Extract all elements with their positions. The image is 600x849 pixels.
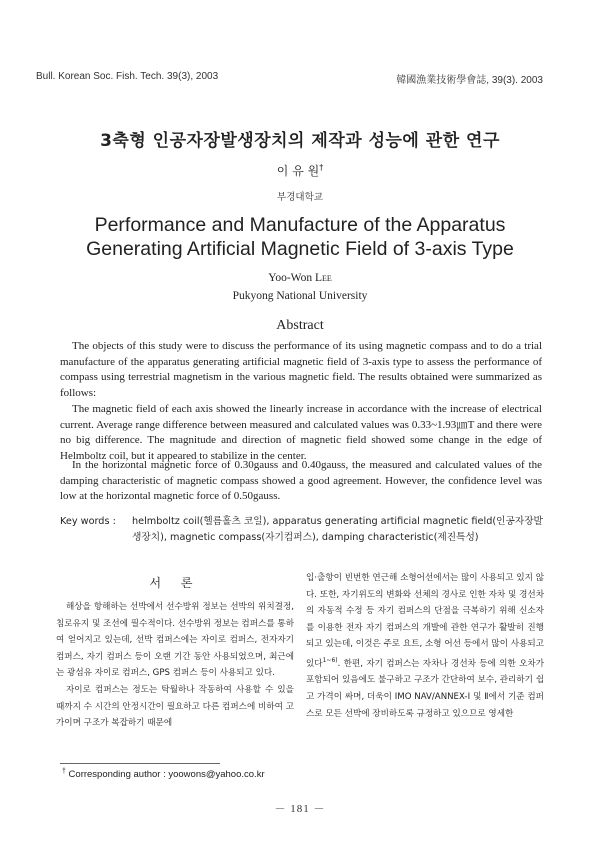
keywords-text: helmboltz coil(헬름홀츠 코일), apparatus generating artificial magnetic field(인공자장발생장치), magnetic compass(자기컴퍼스), damping characteristic(제진특성) (132, 516, 543, 543)
korean-author-name: 이 유 원 (276, 164, 320, 178)
korean-title: 3축형 인공자장발생장치의 제작과 성능에 관한 연구 (100, 131, 500, 151)
intro-left-paragraph-1: 해상을 항해하는 선박에서 선수방위 정보는 선박의 위치결정, 침로유지 및 조선에 필수적이다. 선수방위 정보는 컴퍼스를 통하여 얻어지고 있는데, 선박 컴퍼스에는 자이로 컴퍼스, 전자자기 컴퍼스, 자기 컴퍼스 등이 오랜 기간 동안 사용되었으며, 최근에는 광섬유 자이로 컴퍼스, GPS 컴퍼스 등이 사용되고 있다. (56, 602, 294, 679)
footnote-text: Corresponding author : yoowons@yahoo.co.kr (65, 769, 265, 781)
running-header-right: 韓國漁業技術學會誌, 39(3). 2003 (396, 75, 543, 86)
intro-right-text-a: 입·출항이 빈번한 연근해 소형어선에서는 많이 사용되고 있지 않다. 또한, 자기위도의 변화와 선체의 경사로 인한 자차 및 경선차의 자동적 수정 등 자기 컴퍼스의 단점을 극복하기 위해 신소자를 이용한 전자 자기 컴퍼스의 개발에 관한 연구가 활발히 진행되고 있는데, 이것은 주로 요트, 소형 어선 등에서 많이 사용되고 있다 (306, 573, 544, 669)
page-number: － 181 － (274, 803, 326, 815)
author-dagger-mark: † (319, 163, 324, 172)
abstract-paragraph-1 (60, 339, 542, 401)
footnote-divider (60, 763, 220, 764)
keywords-label: Key words : (60, 516, 116, 527)
intro-right-paragraph (306, 570, 544, 722)
english-author-last: Lee (314, 272, 332, 284)
abstract-paragraph-3 (60, 458, 542, 505)
abstract-paragraph-2 (60, 402, 542, 464)
english-author (0, 272, 600, 284)
english-title-line-1: Performance and Manufacture of the Apparatus (94, 214, 506, 236)
abstract-p3-text: In the horizontal magnetic force of 0.30gauss and 0.40gauss, the measured and calculated values of the damping characteristic of magnetic compass showed a good agreement. However, the confidence level was low at the horizontal magnetic force of 0.50gauss. (60, 459, 542, 502)
intro-right-text-b: . 한편, 자기 컴퍼스는 자차나 경선차 등에 의한 오차가 포함되어 있음에도 불구하고 구조가 간단하여 보수, 관리하기 쉽고 가격이 싸며, 더욱이 IMO NAV/ANNEX-Ⅰ 및 Ⅱ에서 기준 컴퍼스로 모든 선박에 장비하도록 규정하고 있으므로 영세한 (306, 658, 544, 719)
running-header-left: Bull. Korean Soc. Fish. Tech. 39(3), 2003 (36, 71, 219, 82)
english-title-line-2: Generating Artificial Magnetic Field of 3-axis Type (86, 238, 514, 260)
english-affiliation: Pukyong National University (232, 290, 368, 302)
citation-reference: 1~6) (322, 656, 338, 664)
footnote (62, 768, 265, 780)
body-column-right (306, 570, 544, 722)
abstract-p1-text: The objects of this study were to discuss the performance of its using magnetic compass and to do a trial manufacture of the apparatus generating artificial magnetic field of 3-axis type to assess the performance of compass using terrestrial magnetism in the various magnetic field. The results obtained were summarized as follows: (60, 340, 542, 399)
english-author-first: Yoo-Won (268, 272, 315, 284)
english-title (0, 213, 600, 261)
korean-author (0, 162, 600, 179)
footnote-dagger-mark: † (62, 768, 66, 775)
introduction-heading: 서 론 (149, 576, 201, 590)
korean-affiliation: 부경대학교 (277, 192, 323, 203)
abstract-heading: Abstract (276, 318, 324, 333)
abstract-p2-text: The magnetic field of each axis showed the linearly increase in accordance with the increase of electrical current. Average range difference between measured and calculated values was 0.33~1.93㎛T and there were no big difference. The magnitude and direction of magnetic field showed some change in the edge of Helmboltz coil, but it appeared to stabilize in the center. (60, 403, 542, 462)
body-column-left (56, 599, 294, 732)
intro-left-paragraph-2: 자이로 컴퍼스는 정도는 탁월하나 작동하여 사용할 수 있을 때까지 수 시간의 안정시간이 필요하고 다른 컴퍼스에 비하여 고가이며 구조가 복잡하기 때문에 (56, 684, 294, 729)
